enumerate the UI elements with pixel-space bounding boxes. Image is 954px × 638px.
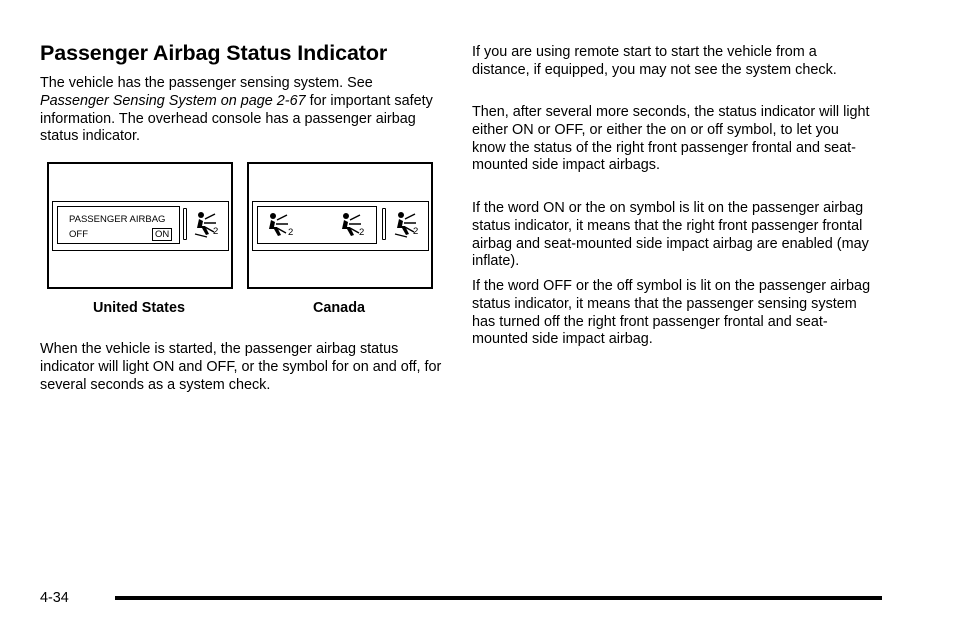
on-paragraph: If the word ON or the on symbol is lit on the passenger airbag status indicator, it means that the right front passenger frontal airbag and seat-mounted side impact airbag are enabled (may inflate). bbox=[472, 200, 869, 270]
us-icon-number: 2 bbox=[213, 226, 219, 237]
us-panel-label: PASSENGER AIRBAG bbox=[69, 214, 166, 225]
remote-start-paragraph: If you are using remote start to start the vehicle from a distance, if equipped, you may not see the system check. bbox=[472, 44, 837, 78]
caption-united-states: United States bbox=[93, 300, 185, 316]
canada-icon-number-3: 2 bbox=[413, 226, 419, 237]
us-indicator-display bbox=[57, 206, 180, 244]
canada-icon-number-2: 2 bbox=[359, 227, 365, 238]
intro-text-2: for important safety information. The overhead console has a passenger airbag status indicator. bbox=[40, 92, 433, 145]
us-divider-slot bbox=[183, 208, 187, 240]
canada-indicator-panel bbox=[252, 201, 429, 251]
status-paragraph: Then, after several more seconds, the status indicator will light either ON or OFF, or either the on or off symbol, to let you know the status of the right front passenger frontal and seat-mounted side impact airbags. bbox=[472, 104, 870, 174]
intro-text-1: The vehicle has the passenger sensing system. See bbox=[40, 75, 373, 91]
start-paragraph: When the vehicle is started, the passenger airbag status indicator will light ON and OFF, or the symbol for on and off, for several seconds as a system check. bbox=[40, 341, 442, 393]
us-indicator-panel bbox=[52, 201, 229, 251]
figure-us-indicator bbox=[47, 162, 233, 289]
cross-reference-link[interactable]: Passenger Sensing System on page 2-67 bbox=[40, 92, 306, 109]
us-off-label: OFF bbox=[69, 229, 88, 240]
footer-rule bbox=[115, 596, 882, 600]
intro-paragraph bbox=[40, 75, 444, 146]
page-number: 4-34 bbox=[40, 590, 69, 606]
figure-canada-indicator bbox=[247, 162, 433, 289]
page-title: Passenger Airbag Status Indicator bbox=[40, 41, 388, 65]
off-paragraph: If the word OFF or the off symbol is lit on the passenger airbag status indicator, it means that the passenger sensing system has turned off the right front passenger frontal and seat-mounted side impact airbag. bbox=[472, 278, 871, 348]
caption-canada: Canada bbox=[313, 300, 365, 316]
us-on-label: ON bbox=[152, 228, 172, 241]
canada-icon-number-1: 2 bbox=[288, 227, 294, 238]
canada-indicator-display bbox=[257, 206, 377, 244]
canada-divider-slot bbox=[382, 208, 386, 240]
